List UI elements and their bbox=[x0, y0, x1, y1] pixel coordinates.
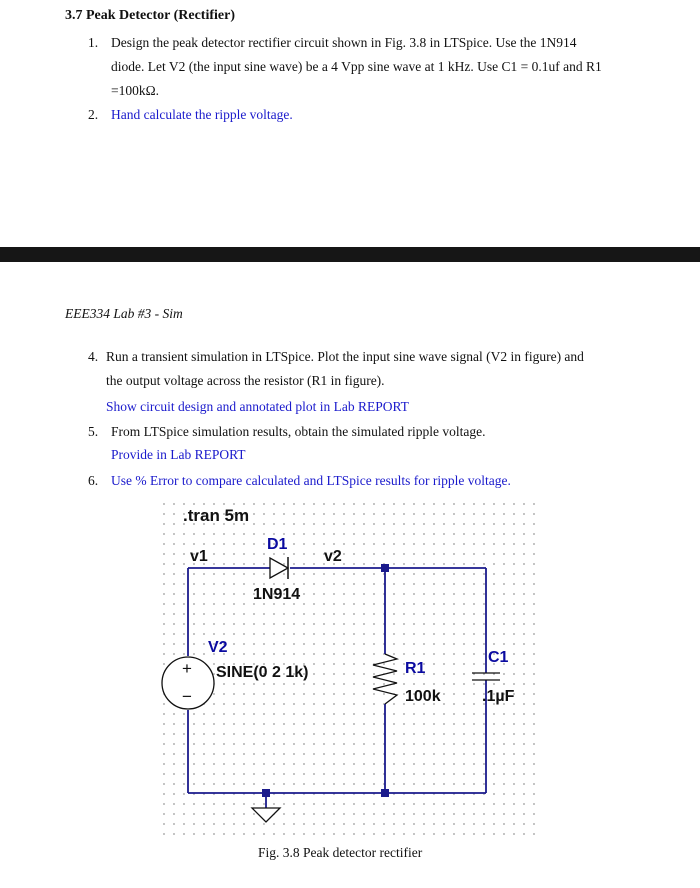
item-1-line-2: diode. Let V2 (the input sine wave) be a 4 Vpp sine wave at 1 kHz. Use C1 = 0.1uf and R1 bbox=[111, 59, 602, 74]
schematic-grid bbox=[157, 500, 537, 838]
item-6-line-1: Use % Error to compare calculated and LTSpice results for ripple voltage. bbox=[111, 473, 511, 488]
item-1-line-1: Design the peak detector rectifier circuit shown in Fig. 3.8 in LTSpice. Use the 1N914 bbox=[111, 35, 577, 50]
source-plus-sign: + bbox=[182, 659, 192, 678]
item-2-number: 2. bbox=[88, 107, 99, 122]
item-5-note: Provide in Lab REPORT bbox=[111, 447, 246, 462]
source-name-label: V2 bbox=[208, 639, 228, 656]
item-4-number: 4. bbox=[88, 349, 99, 364]
figure-caption: Fig. 3.8 Peak detector rectifier bbox=[258, 845, 423, 860]
resistor-name-label: R1 bbox=[405, 660, 426, 677]
diode-name-label: D1 bbox=[267, 536, 288, 553]
item-1-line-3: =100kΩ. bbox=[111, 83, 160, 98]
item-2-line-1: Hand calculate the ripple voltage. bbox=[111, 107, 293, 122]
item-4-line-2: the output voltage across the resistor (R1 in figure). bbox=[106, 373, 385, 388]
cap-value-label: .1µF bbox=[482, 688, 515, 705]
source-minus-sign: − bbox=[182, 687, 192, 706]
item-6-number: 6. bbox=[88, 473, 99, 488]
cap-name-label: C1 bbox=[488, 649, 509, 666]
diode-model-label: 1N914 bbox=[253, 586, 301, 603]
section-title: 3.7 Peak Detector (Rectifier) bbox=[65, 8, 235, 23]
item-4-note: Show circuit design and annotated plot in Lab REPORT bbox=[106, 399, 409, 414]
item-5-line-1: From LTSpice simulation results, obtain the simulated ripple voltage. bbox=[111, 424, 486, 439]
item-5-number: 5. bbox=[88, 424, 99, 439]
item-1-number: 1. bbox=[88, 35, 99, 50]
node-v2-label: v2 bbox=[324, 548, 342, 565]
lab-header: EEE334 Lab #3 - Sim bbox=[65, 306, 183, 321]
node-v1-label: v1 bbox=[190, 548, 208, 565]
item-4-line-1: Run a transient simulation in LTSpice. Plot the input sine wave signal (V2 in figure) and bbox=[106, 349, 584, 364]
source-value-label: SINE(0 2 1k) bbox=[216, 664, 309, 681]
resistor-value-label: 100k bbox=[405, 688, 441, 705]
tran-directive: .tran 5m bbox=[183, 506, 250, 525]
